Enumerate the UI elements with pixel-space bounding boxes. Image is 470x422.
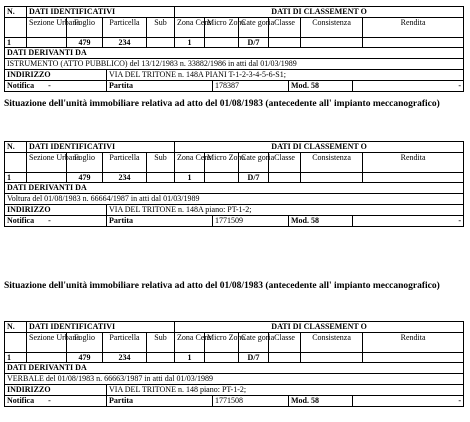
partita-label: Partita xyxy=(107,396,213,407)
cell-sezione xyxy=(27,173,67,183)
partita-label: Partita xyxy=(107,81,213,92)
cell-categoria: D/7 xyxy=(239,38,269,48)
col-rendita-header: Rendita xyxy=(363,153,464,173)
col-rendita-header: Rendita xyxy=(363,18,464,38)
classamento-header: DATI DI CLASSEMENT O xyxy=(175,7,464,18)
cell-sezione xyxy=(27,38,67,48)
cell-classe xyxy=(269,38,301,48)
identification-table xyxy=(4,321,464,363)
mod58-value: - xyxy=(353,396,464,407)
property-table-block xyxy=(4,141,463,227)
property-table-block xyxy=(4,6,463,92)
cell-foglio: 479 xyxy=(67,38,103,48)
cell-categoria: D/7 xyxy=(239,173,269,183)
indirizzo-label: INDIRIZZO xyxy=(5,70,107,81)
col-foglio-header: Foglio xyxy=(67,18,103,38)
details-table xyxy=(4,182,464,227)
indirizzo-text: VIA DEL TRITONE n. 148A piano: PT-1-2; xyxy=(107,205,464,216)
cell-sub xyxy=(147,173,175,183)
derivanti-text: VERBALE del 01/08/1983 n. 66663/1987 in atti dal 01/03/1989 xyxy=(5,374,464,385)
col-zona-header: Zona Cens xyxy=(175,18,205,38)
cell-categoria: D/7 xyxy=(239,353,269,363)
cell-zona: 1 xyxy=(175,353,205,363)
cell-micro xyxy=(205,353,239,363)
derivanti-label: DATI DERIVANTI DA xyxy=(5,183,464,194)
details-table xyxy=(4,47,464,92)
cell-foglio: 479 xyxy=(67,173,103,183)
partita-value: 1771508 xyxy=(213,396,289,407)
notifica-label: Notifica xyxy=(7,396,35,405)
cell-zona: 1 xyxy=(175,173,205,183)
col-zona-header: Zona Cens xyxy=(175,333,205,353)
identificativi-header: DATI IDENTIFICATIVI xyxy=(27,322,175,333)
col-classe-header: Classe xyxy=(269,153,301,173)
classamento-header: DATI DI CLASSEMENT O xyxy=(175,142,464,153)
col-categoria-header: Cate goria xyxy=(239,18,269,38)
col-categoria-header: Cate goria xyxy=(239,153,269,173)
cell-classe xyxy=(269,353,301,363)
identification-table xyxy=(4,141,464,183)
cell-consistenza xyxy=(301,38,363,48)
col-consistenza-header: Consistenza xyxy=(301,333,363,353)
col-classe-header: Classe xyxy=(269,333,301,353)
cell-particella: 234 xyxy=(103,353,147,363)
section-heading: Situazione dell'unità immobiliare relativa ad atto del 01/08/1983 (antecedente all' impianto meccanografico) xyxy=(4,281,440,291)
indirizzo-text: VIA DEL TRITONE n. 148A PIANI T-1-2-3-4-5-6-S1; xyxy=(107,70,464,81)
col-sub-header: Sub xyxy=(147,18,175,38)
indirizzo-label: INDIRIZZO xyxy=(5,385,107,396)
col-categoria-header: Cate goria xyxy=(239,333,269,353)
notifica-value: - xyxy=(48,216,51,225)
mod58-label: Mod. 58 xyxy=(289,396,353,407)
notifica-cell xyxy=(5,216,107,227)
derivanti-text: ISTRUMENTO (ATTO PUBBLICO) del 13/12/1983 n. 33882/1986 in atti dal 01/03/1989 xyxy=(5,59,464,70)
cell-foglio: 479 xyxy=(67,353,103,363)
cell-zona: 1 xyxy=(175,38,205,48)
notifica-value: - xyxy=(48,396,51,405)
col-consistenza-header: Consistenza xyxy=(301,153,363,173)
details-table xyxy=(4,362,464,407)
col-micro-header: Micro Zona xyxy=(205,18,239,38)
cell-rendita xyxy=(363,38,464,48)
col-zona-header: Zona Cens xyxy=(175,153,205,173)
cell-sub xyxy=(147,38,175,48)
cell-n: 1 xyxy=(5,353,27,363)
identification-table xyxy=(4,6,464,48)
col-sezione-header: Sezione Urbana xyxy=(27,333,67,353)
partita-value: 1771509 xyxy=(213,216,289,227)
col-particella-header: Particella xyxy=(103,333,147,353)
derivanti-text: Voltura del 01/08/1983 n. 66664/1987 in atti dal 01/03/1989 xyxy=(5,194,464,205)
mod58-value: - xyxy=(353,81,464,92)
notifica-label: Notifica xyxy=(7,81,35,90)
cell-rendita xyxy=(363,173,464,183)
cell-sezione xyxy=(27,353,67,363)
section-heading: Situazione dell'unità immobiliare relativa ad atto del 01/08/1983 (antecedente all' impianto meccanografico) xyxy=(4,99,440,109)
mod58-label: Mod. 58 xyxy=(289,81,353,92)
empty-cell xyxy=(5,153,27,173)
empty-cell xyxy=(5,333,27,353)
notifica-value: - xyxy=(48,81,51,90)
partita-value: 178387 xyxy=(213,81,289,92)
col-sub-header: Sub xyxy=(147,153,175,173)
col-classe-header: Classe xyxy=(269,18,301,38)
col-foglio-header: Foglio xyxy=(67,333,103,353)
indirizzo-label: INDIRIZZO xyxy=(5,205,107,216)
cell-particella: 234 xyxy=(103,38,147,48)
col-sub-header: Sub xyxy=(147,333,175,353)
classamento-header: DATI DI CLASSEMENT O xyxy=(175,322,464,333)
col-consistenza-header: Consistenza xyxy=(301,18,363,38)
col-particella-header: Particella xyxy=(103,153,147,173)
cell-micro xyxy=(205,38,239,48)
cell-sub xyxy=(147,353,175,363)
identificativi-header: DATI IDENTIFICATIVI xyxy=(27,142,175,153)
property-table-block xyxy=(4,321,463,407)
cell-n: 1 xyxy=(5,38,27,48)
col-n-header: N. xyxy=(5,142,27,153)
derivanti-label: DATI DERIVANTI DA xyxy=(5,363,464,374)
identificativi-header: DATI IDENTIFICATIVI xyxy=(27,7,175,18)
col-foglio-header: Foglio xyxy=(67,153,103,173)
col-n-header: N. xyxy=(5,7,27,18)
indirizzo-text: VIA DEL TRITONE n. 148 piano: PT-1-2; xyxy=(107,385,464,396)
col-sezione-header: Sezione Urbana xyxy=(27,153,67,173)
mod58-label: Mod. 58 xyxy=(289,216,353,227)
notifica-cell xyxy=(5,396,107,407)
cell-rendita xyxy=(363,353,464,363)
notifica-cell xyxy=(5,81,107,92)
cell-n: 1 xyxy=(5,173,27,183)
cell-micro xyxy=(205,173,239,183)
col-micro-header: Micro Zona xyxy=(205,153,239,173)
cell-consistenza xyxy=(301,173,363,183)
cell-classe xyxy=(269,173,301,183)
notifica-label: Notifica xyxy=(7,216,35,225)
col-micro-header: Micro Zona xyxy=(205,333,239,353)
mod58-value: - xyxy=(353,216,464,227)
col-particella-header: Particella xyxy=(103,18,147,38)
empty-cell xyxy=(5,18,27,38)
col-rendita-header: Rendita xyxy=(363,333,464,353)
cell-particella: 234 xyxy=(103,173,147,183)
col-sezione-header: Sezione Urbana xyxy=(27,18,67,38)
partita-label: Partita xyxy=(107,216,213,227)
derivanti-label: DATI DERIVANTI DA xyxy=(5,48,464,59)
cell-consistenza xyxy=(301,353,363,363)
col-n-header: N. xyxy=(5,322,27,333)
